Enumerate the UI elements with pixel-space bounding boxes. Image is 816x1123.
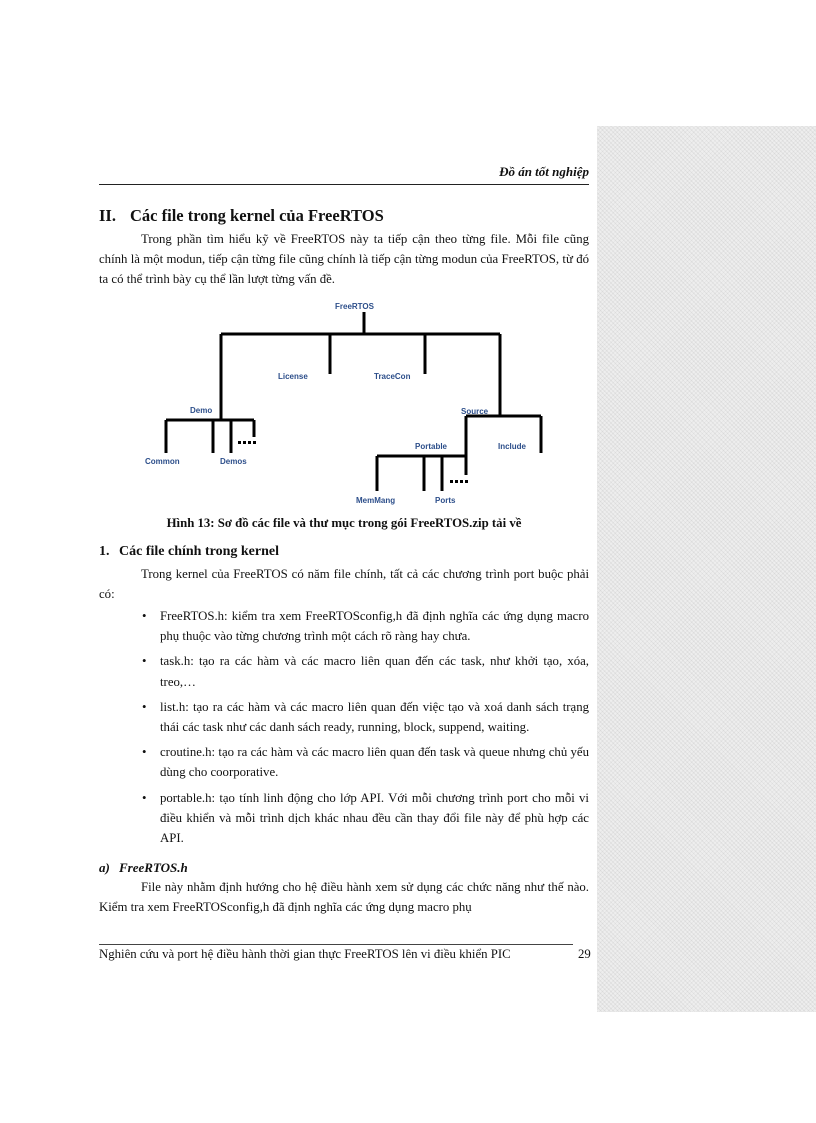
item-number: a): [99, 860, 110, 875]
header-divider: [99, 184, 589, 185]
node-source: Source: [461, 407, 489, 416]
item-heading: [99, 860, 188, 876]
section-title: Các file trong kernel của FreeRTOS: [130, 206, 384, 225]
node-include: Include: [498, 442, 527, 451]
list-item: • croutine.h: tạo ra các hàm và các macro liên quan đến task và queue nhưng chủ yếu dùng cho coorporative.: [160, 742, 589, 782]
node-demos: Demos: [220, 457, 247, 466]
node-common: Common: [145, 457, 180, 466]
subsection-heading: [99, 544, 279, 560]
node-freertos: FreeRTOS: [335, 302, 374, 311]
section-heading: [99, 206, 384, 226]
intro-paragraph: Trong phần tìm hiểu kỹ về FreeRTOS này ta tiếp cận theo từng file. Mỗi file cũng chính là một modun, tiếp cận từng file cũng chính là tiếp cận từng modun của FreeRTOS, từ đó ta có thể trình bày cụ thể lần lượt từng vấn đề.: [99, 232, 589, 287]
page-number: 29: [578, 947, 591, 961]
ellipsis-dots-portable: [450, 480, 468, 483]
node-license: License: [278, 372, 308, 381]
ellipsis-dots-demo: [238, 441, 256, 444]
item-paragraph: File này nhằm định hướng cho hệ điều hành xem sử dụng các chức năng như thế nào. Kiểm tra xem FreeRTOSconfig,h đã định nghĩa các ứng dụng macro phụ: [99, 880, 589, 915]
kernel-file-list: [160, 606, 589, 853]
node-portable: Portable: [415, 442, 448, 451]
section-number: II.: [99, 206, 116, 225]
subsection-intro: Trong kernel của FreeRTOS có năm file chính, tất cả các chương trình port buộc phải có:: [99, 567, 589, 602]
list-item: • list.h: tạo ra các hàm và các macro liên quan đến việc tạo và xoá danh sách trạng thái các task như các danh sách ready, running, block, suppend, waiting.: [160, 697, 589, 737]
item-title: FreeRTOS.h: [119, 860, 188, 875]
list-item: • FreeRTOS.h: kiểm tra xem FreeRTOSconfig,h đã định nghĩa các ứng dụng macro phụ thuộc vào từng chương trình một cách rõ ràng hay chưa.: [160, 606, 589, 646]
subsection-title: Các file chính trong kernel: [119, 544, 279, 559]
list-item: • task.h: tạo ra các hàm và các macro liên quan đến các task, như khởi tạo, xóa, treo,…: [160, 651, 589, 691]
subsection-number: 1.: [99, 544, 110, 559]
freertos-folder-diagram: [130, 295, 550, 510]
figure-caption: Hình 13: Sơ đồ các file và thư mục trong gói FreeRTOS.zip tải về: [166, 516, 522, 530]
list-item: • portable.h: tạo tính linh động cho lớp API. Với mỗi chương trình port cho mỗi vi điều khiển và mỗi trình dịch khác nhau đều cần thay đổi file này để phù hợp các API.: [160, 788, 589, 849]
footer-divider: [99, 944, 573, 945]
node-ports: Ports: [435, 496, 456, 505]
node-memmang: MemMang: [356, 496, 396, 505]
header-title: Đồ án tốt nghiệp: [499, 164, 589, 179]
comment-sidebar: [597, 126, 816, 1012]
node-demo: Demo: [190, 406, 213, 415]
footer-text: Nghiên cứu và port hệ điều hành thời gian thực FreeRTOS lên vi điều khiển PIC: [99, 947, 511, 961]
node-tracecon: TraceCon: [374, 372, 411, 381]
